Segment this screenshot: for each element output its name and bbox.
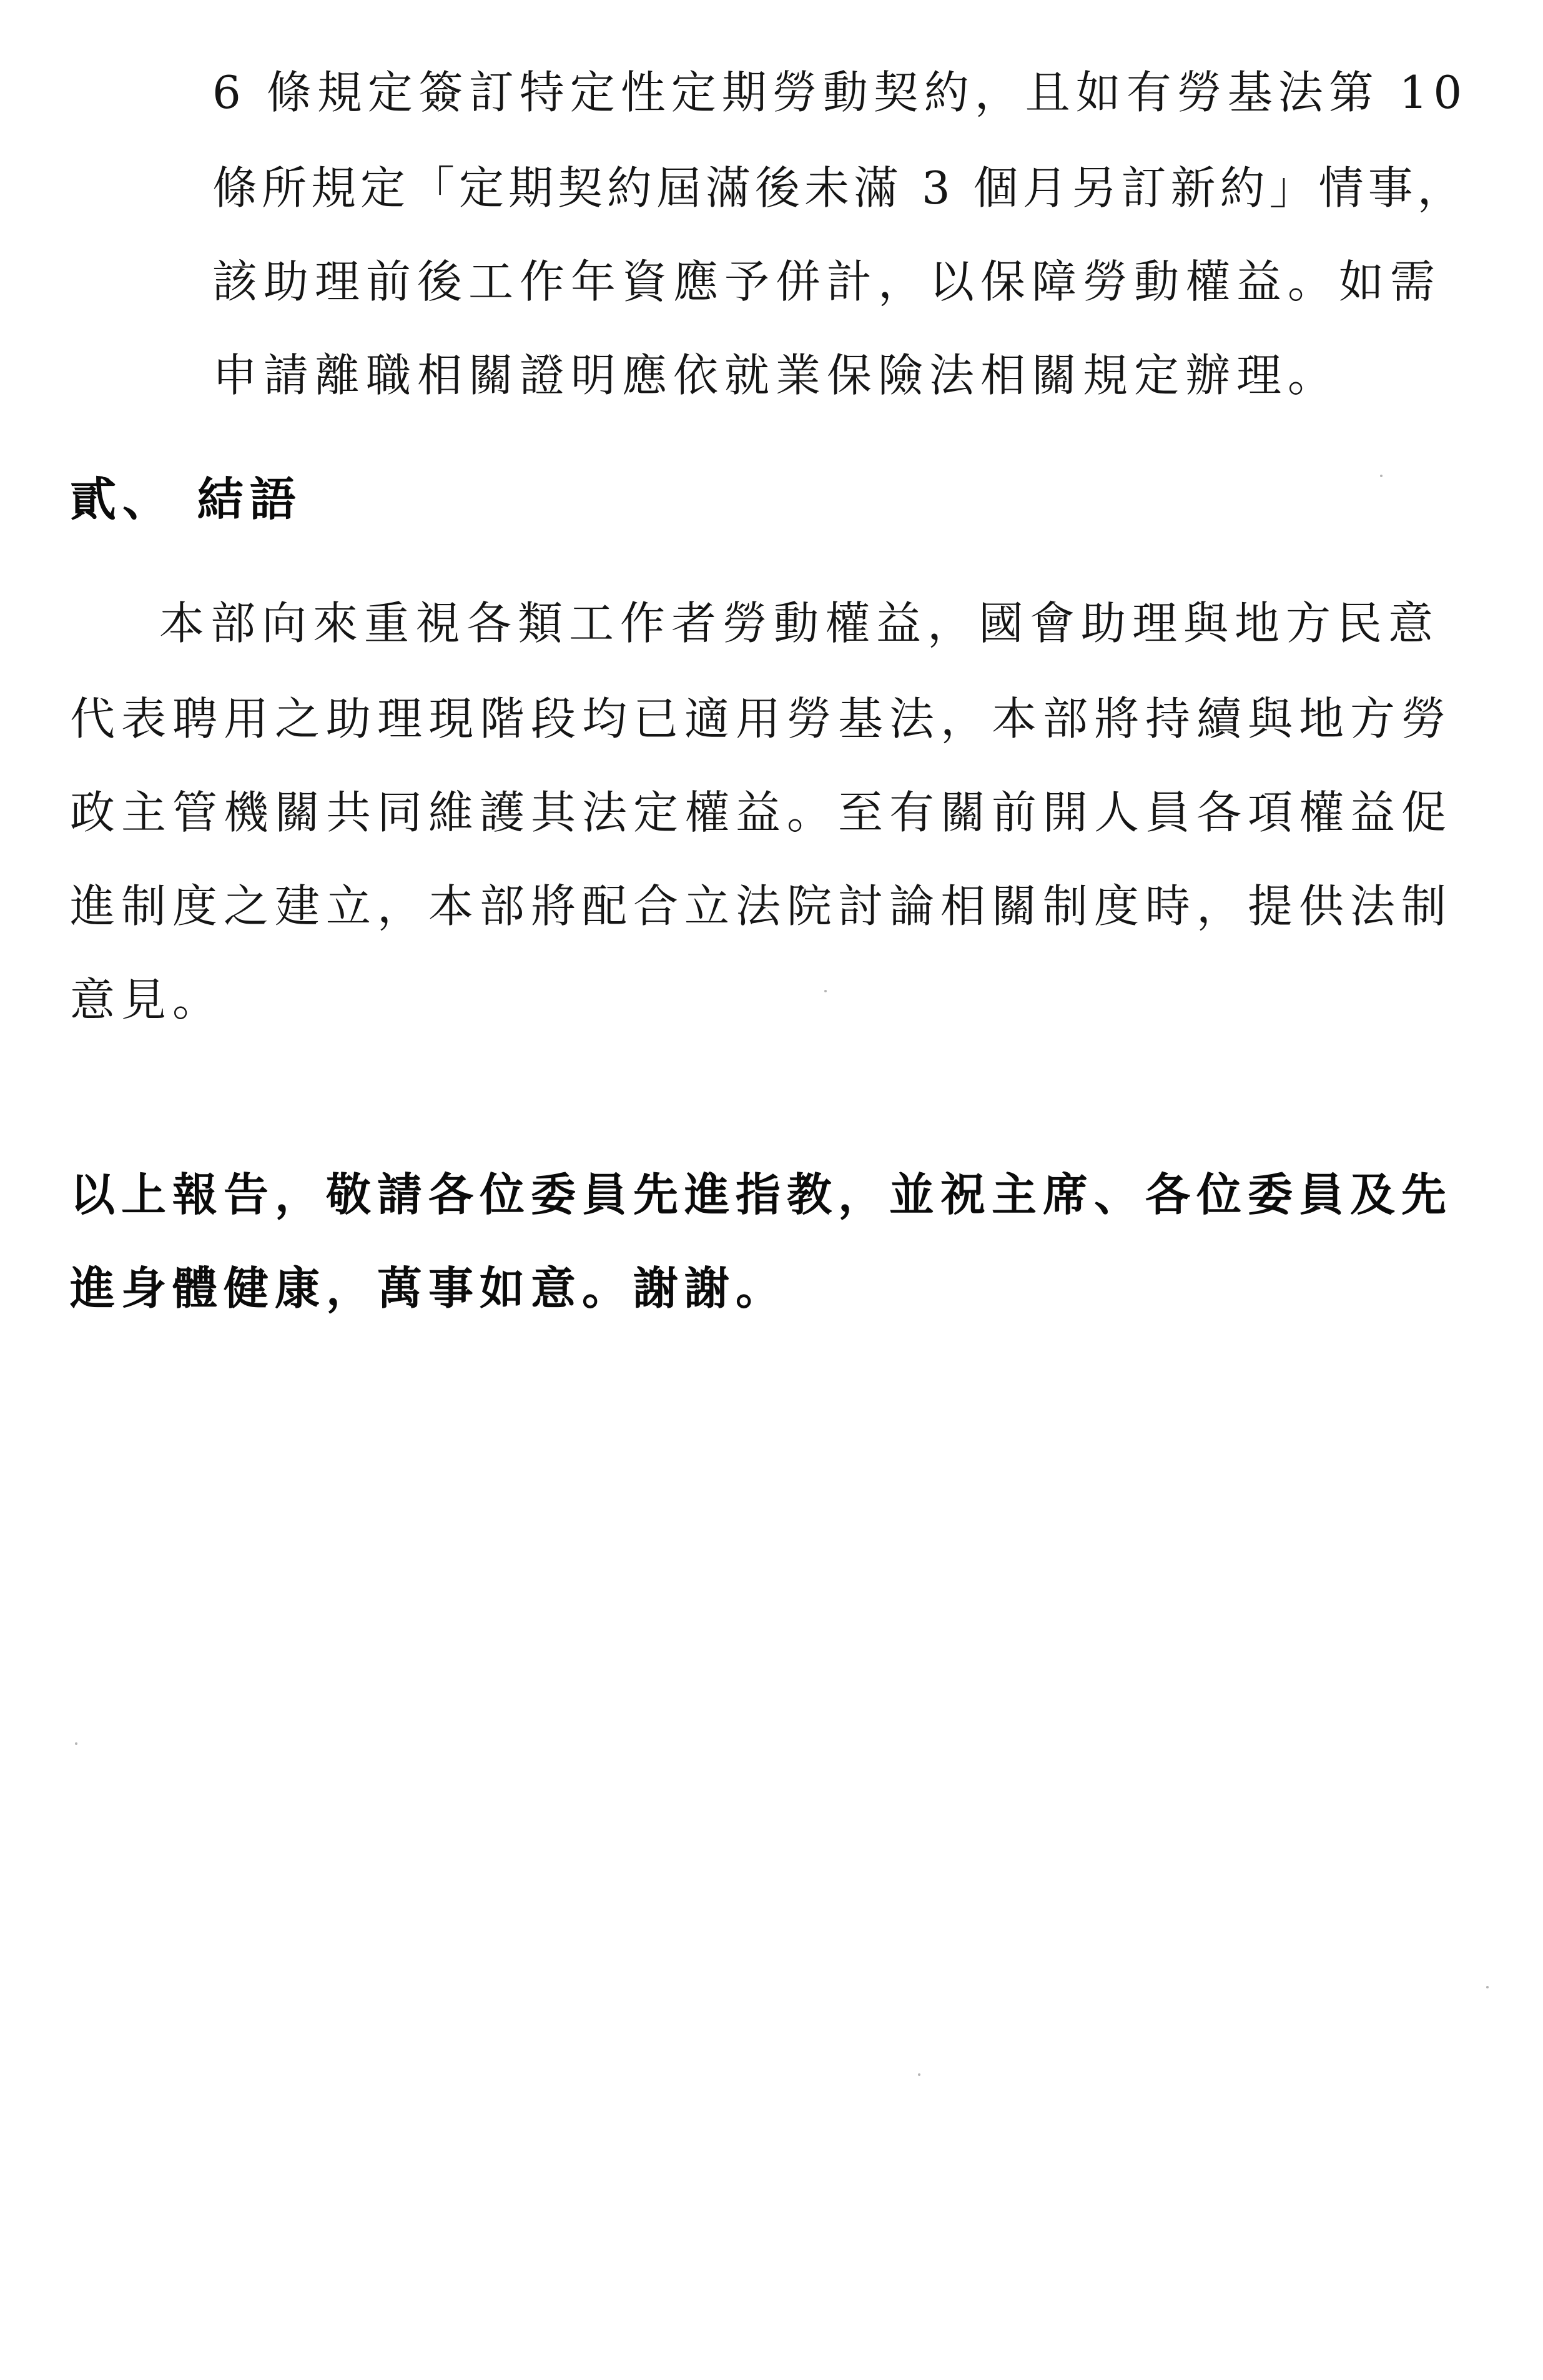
- conclusion-line-1: 本部向來重視各類工作者勞動權益，國會助理與地方民意: [159, 597, 1440, 649]
- scan-speck: [1380, 475, 1383, 477]
- conclusion-line-5: 意見。: [70, 974, 224, 1026]
- conclusion-line-3: 政主管機關共同維護其法定權益。至有關前開人員各項權益促: [70, 786, 1453, 839]
- continuation-line-2: 條所規定「定期契約屆滿後未滿 3 個月另訂新約」情事，: [212, 162, 1467, 214]
- scan-speck: [918, 2073, 920, 2076]
- conclusion-line-4: 進制度之建立，本部將配合立法院討論相關制度時，提供法制: [70, 880, 1453, 932]
- scan-speck: [1486, 1986, 1489, 1988]
- continuation-line-1: 6 條規定簽訂特定性定期勞動契約，且如有勞基法第 10: [212, 66, 1468, 119]
- section-heading: 貳、 結語: [70, 473, 302, 526]
- continuation-line-4: 申請離職相關證明應依就業保險法相關規定辦理。: [212, 349, 1339, 402]
- closing-line-2: 進身體健康，萬事如意。謝謝。: [70, 1262, 787, 1315]
- continuation-line-3: 該助理前後工作年資應予併計，以保障勞動權益。如需: [212, 255, 1442, 308]
- scan-speck: [824, 990, 827, 992]
- closing-line-1: 以上報告，敬請各位委員先進指教，並祝主席、各位委員及先: [70, 1168, 1453, 1221]
- conclusion-line-2: 代表聘用之助理現階段均已適用勞基法，本部將持續與地方勞: [70, 693, 1453, 745]
- scan-speck: [75, 1742, 77, 1745]
